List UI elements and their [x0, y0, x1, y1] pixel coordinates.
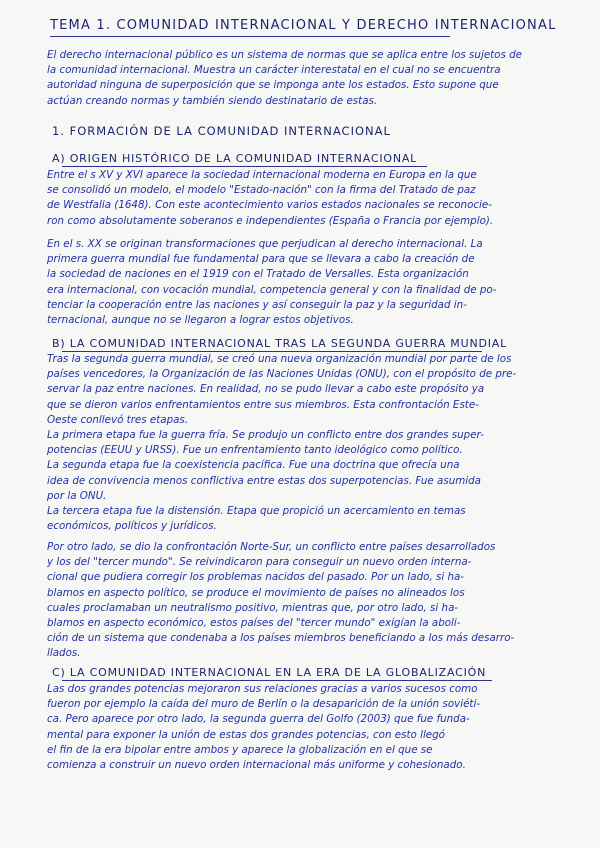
text-line: actúan creando normas y también siendo destinatario de estas. — [47, 94, 378, 107]
text-line: cuales proclamaban un neutralismo positivo, mientras que, por otro lado, si ha- — [47, 601, 459, 614]
text-line: de Westfalia (1648). Con este acontecimiento varios estados nacionales se reconocie- — [47, 199, 492, 212]
text-line: se consolidó un modelo, el modelo "Estado-nación" con la firma del Tratado de paz — [47, 184, 476, 197]
text-line: llados. — [47, 647, 81, 660]
text-line: blamos en aspecto económico, estos países del "tercer mundo" exigían la aboli- — [47, 617, 461, 630]
text-line: La primera etapa fue la guerra fría. Se produjo un conflicto entre dos grandes super- — [47, 429, 484, 442]
text-line: En el s. XX se originan transformaciones que perjudican al derecho internacional. La — [47, 238, 483, 250]
text-line: y los del "tercer mundo". Se reivindicaron para conseguir un nuevo orden interna- — [47, 556, 472, 569]
subsection-heading-c: C) LA COMUNIDAD INTERNACIONAL EN LA ERA DE LA GLOBALIZACIÓN — [52, 666, 487, 679]
text-line: servar la paz entre naciones. En realidad, no se pudo llevar a cabo este propósito ya — [47, 383, 485, 396]
text-line: La segunda etapa fue la coexistencia pacífica. Fue una doctrina que ofrecía una — [47, 459, 460, 472]
text-line: ción de un sistema que condenaba a los países miembros beneficiando a los más desarro- — [47, 632, 515, 645]
subsection-heading-b: B) LA COMUNIDAD INTERNACIONAL TRAS LA SEGUNDA GUERRA MUNDIAL — [52, 337, 508, 350]
text-line: potencias (EEUU y URSS). Fue un enfrentamiento tanto ideológico como político. — [47, 444, 463, 457]
text-line: que se dieron varios enfrentamientos entre sus miembros. Esta confrontación Este- — [47, 398, 479, 411]
text-line: la sociedad de naciones en el 1919 con el Tratado de Versalles. Esta organización — [47, 268, 469, 281]
text-line: cional que pudiera corregir los problemas nacidos del pasado. Por un lado, si ha- — [47, 571, 464, 584]
text-line: fueron por ejemplo la caída del muro de Berlín o la desaparición de la unión soviéti- — [47, 698, 481, 711]
text-line: económicos, políticos y jurídicos. — [47, 520, 217, 533]
intro-paragraph — [47, 48, 582, 109]
text-line: ron como absolutamente soberanos e independientes (España o Francia por ejemplo). — [47, 214, 494, 227]
text-line: Oeste conllevó tres etapas. — [47, 413, 189, 426]
page-title: TEMA 1. COMUNIDAD INTERNACIONAL Y DERECHO INTERNACIONAL — [50, 18, 557, 33]
paragraph-a1 — [47, 168, 582, 229]
text-line: por la ONU. — [47, 489, 107, 502]
text-line: Por otro lado, se dio la confrontación Norte-Sur, un conflicto entre países desarrollados — [47, 541, 496, 553]
paragraph-a2 — [47, 237, 582, 328]
subsection-heading-a: A) ORIGEN HISTÓRICO DE LA COMUNIDAD INTERNACIONAL — [52, 152, 418, 165]
text-line: ternacional, aunque no se llegaron a lograr estos objetivos. — [47, 314, 354, 327]
heading-underline — [62, 166, 427, 167]
paragraph-b2 — [47, 540, 582, 662]
text-line: mental para exponer la unión de estas dos grandes potencias, con esto llegó — [47, 728, 445, 741]
text-line: el fin de la era bipolar entre ambos y aparece la globalización en el que se — [47, 743, 433, 756]
text-line: Entre el s XV y XVI aparece la sociedad internacional moderna en Europa en la que — [47, 169, 477, 181]
paragraph-c1 — [47, 682, 582, 773]
text-line: países vencedores, la Organización de las Naciones Unidas (ONU), con el propósito de pre- — [47, 368, 517, 381]
text-line: primera guerra mundial fue fundamental para que se llevara a cabo la creación de — [47, 253, 475, 266]
text-line: comienza a construir un nuevo orden internacional más uniforme y cohesionado. — [47, 759, 466, 772]
text-line: la comunidad internacional. Muestra un carácter interestatal en el cual no se encuentra — [47, 64, 501, 77]
text-line: Las dos grandes potencias mejoraron sus relaciones gracias a varios sucesos como — [47, 683, 478, 695]
heading-underline — [62, 680, 492, 681]
text-line: blamos en aspecto político, se produce el movimiento de países no alineados los — [47, 586, 465, 599]
text-line: idea de convivencia menos conflictiva entre estas dos superpotencias. Fue asumida — [47, 474, 481, 487]
text-line: era internacional, con vocación mundial, competencia general y con la finalidad de po- — [47, 283, 497, 296]
text-line: El derecho internacional público es un sistema de normas que se aplica entre los sujetos de — [47, 49, 522, 61]
paragraph-b1 — [47, 352, 582, 534]
title-underline — [50, 36, 450, 37]
text-line: autoridad ninguna de superposición que se imponga ante los estados. Esto supone que — [47, 79, 499, 92]
text-line: Tras la segunda guerra mundial, se creó una nueva organización mundial por parte de los — [47, 353, 512, 365]
text-line: La tercera etapa fue la distensión. Etapa que propició un acercamiento en temas — [47, 505, 466, 518]
section-heading: 1. FORMACIÓN DE LA COMUNIDAD INTERNACIONAL — [52, 124, 391, 138]
text-line: ca. Pero aparece por otro lado, la segunda guerra del Golfo (2003) que fue funda- — [47, 713, 470, 726]
text-line: tenciar la cooperación entre las naciones y así conseguir la paz y la seguridad in- — [47, 298, 467, 311]
